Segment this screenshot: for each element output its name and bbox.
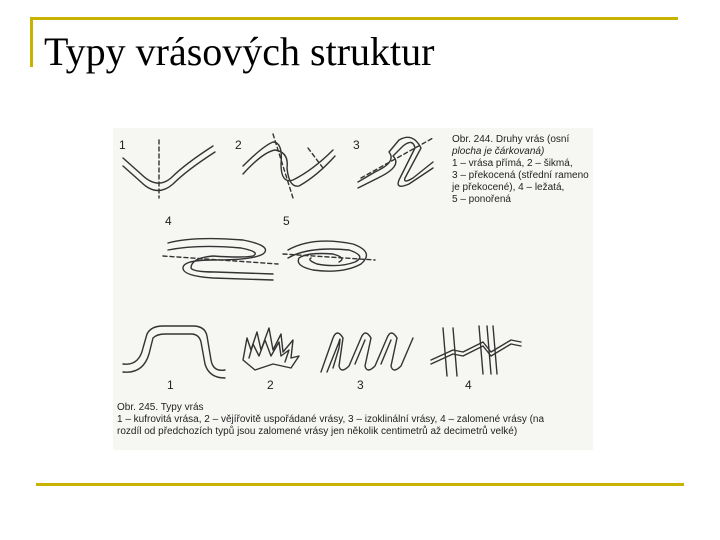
caption-line: plocha je čárkovaná) <box>452 146 545 157</box>
fold-label-4: 4 <box>165 214 172 228</box>
fold-label-5: 5 <box>283 214 290 228</box>
caption-line: 3 – překocená (střední rameno <box>452 170 589 181</box>
fold-fan-drawing <box>243 328 299 370</box>
fold-type-label-3: 3 <box>357 378 364 392</box>
footer-accent-line <box>36 483 684 486</box>
fold-label-3: 3 <box>353 138 360 152</box>
caption-line: je překocené), 4 – ležatá, <box>452 182 565 193</box>
fold-types-figure <box>113 128 593 450</box>
fold-label-2: 2 <box>235 138 242 152</box>
caption-line: 5 – ponořená <box>452 194 511 205</box>
caption-line: 1 – kufrovitá vrása, 2 – vějířovitě uspořádané vrásy, 3 – izoklinální vrásy, 4 – zalomené vrásy (na <box>117 414 545 425</box>
figure-245-caption <box>117 402 593 438</box>
fold-label-1: 1 <box>119 138 126 152</box>
caption-line: Obr. 245. Typy vrás <box>117 402 204 413</box>
fold-type-label-1: 1 <box>167 378 174 392</box>
title-accent-line-left <box>30 17 33 67</box>
figure-244-caption <box>452 134 592 206</box>
fold-type-label-2: 2 <box>267 378 274 392</box>
caption-line: 1 – vrása přímá, 2 – šikmá, <box>452 158 573 169</box>
fold-type-label-4: 4 <box>465 378 472 392</box>
fold-inclined-drawing <box>243 134 335 198</box>
fold-overturned-drawing <box>358 137 433 188</box>
fold-kink-drawing <box>431 326 521 376</box>
caption-line: Obr. 244. Druhy vrás (osní <box>452 134 570 145</box>
caption-line: rozdíl od předchozích typů jsou zalomené vrásy jen několik centimetrů až decimetrů velké) <box>117 426 518 437</box>
fold-upright-drawing <box>123 140 215 198</box>
title-accent-line-top <box>30 17 678 20</box>
fold-plunging-drawing <box>283 241 375 271</box>
fold-isoclinal-drawing <box>321 333 413 372</box>
fold-box-drawing <box>123 326 225 378</box>
slide-title: Typy vrásových struktur <box>44 29 435 74</box>
fold-recumbent-drawing <box>163 239 278 280</box>
